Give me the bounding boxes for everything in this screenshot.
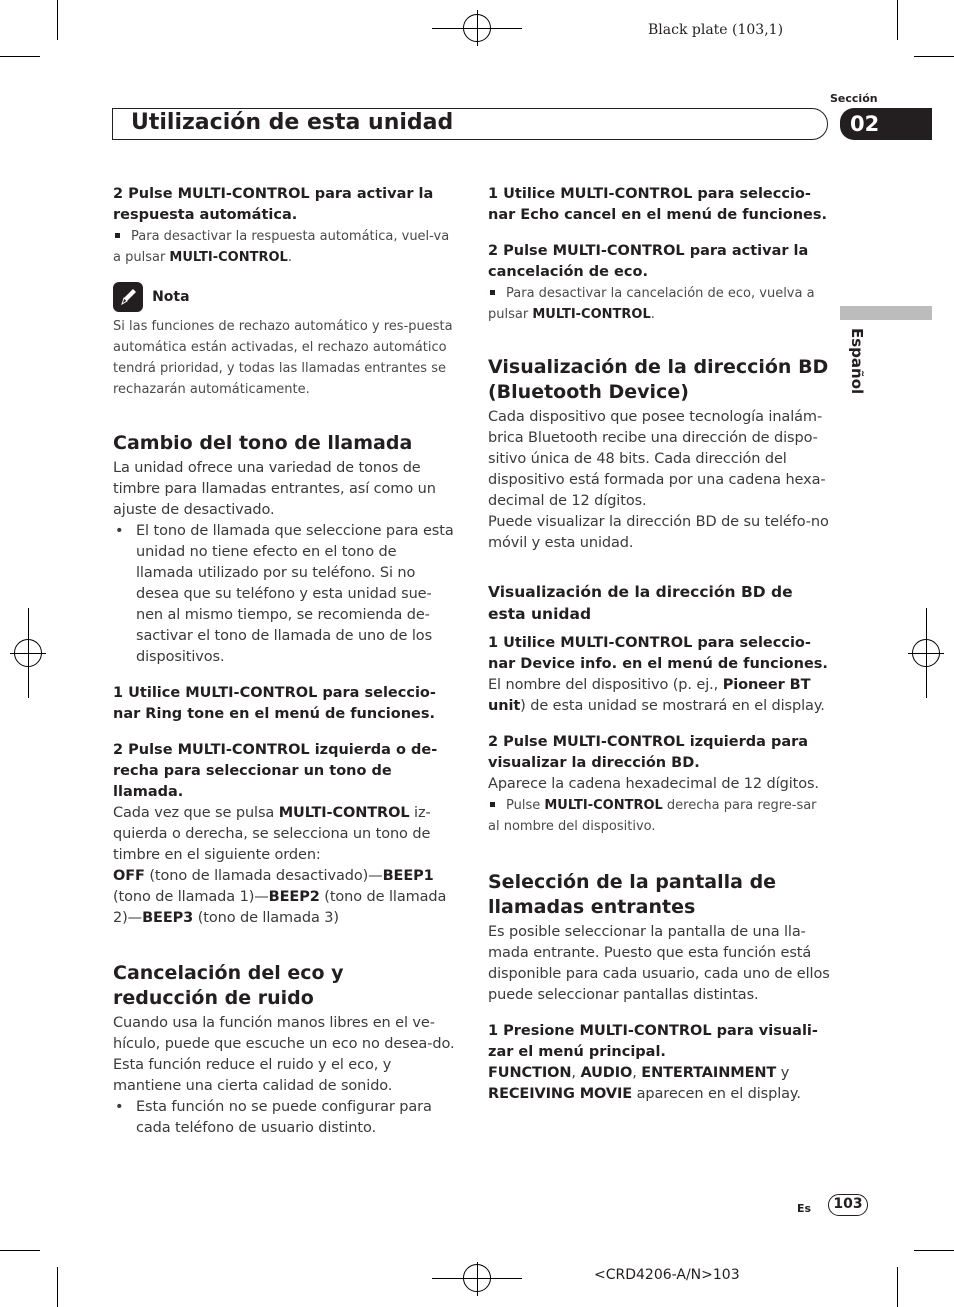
section-label: Sección — [830, 92, 878, 105]
plate-label: Black plate (103,1) — [648, 22, 784, 38]
square-bullet-icon — [115, 233, 120, 238]
left-column — [113, 184, 455, 1139]
note-header — [113, 282, 455, 312]
paragraph: Puede visualizar la dirección BD de su teléfo-no móvil y esta unidad. — [488, 514, 829, 551]
section-number: 02 — [840, 108, 932, 140]
step-title: 2 Pulse MULTI-CONTROL para activar la respuesta automática. — [113, 186, 434, 223]
bullet-item: • Esta función no se puede configurar para cada teléfono de usuario distinto. — [115, 1099, 432, 1136]
right-column — [488, 184, 830, 1105]
subsection-heading: Visualización de la dirección BD de esta unidad — [488, 583, 793, 623]
language-label: Español — [848, 328, 866, 395]
paragraph: Cuando usa la función manos libres en el ve-hículo, puede que escuche un eco no desea-do. Esta función reduce el ruido y el eco, y mantiene una cierta calidad de sonido. — [113, 1015, 455, 1094]
crop-mark — [897, 0, 898, 40]
section-heading: Visualización de la dirección BD (Bluetooth Device) — [488, 356, 829, 403]
bullet-item: • El tono de llamada que seleccione para esta unidad no tiene efecto en el tono de llamada utilizado por su teléfono. Si no desea que su teléfono y esta unidad sue-nen al mismo tiempo, se recomienda de-sactivar el tono de llamada de uno de los dispositivos. — [115, 523, 454, 665]
crop-mark — [57, 0, 58, 40]
paragraph: Es posible seleccionar la pantalla de una lla-mada entrante. Puesto que esta función está disponible para cada usuario, cada uno de ellos puede seleccionar pantallas distintas. — [488, 924, 830, 1003]
pencil-note-icon — [113, 282, 143, 312]
crop-mark — [0, 1250, 40, 1251]
paragraph: Cada vez que se pulsa MULTI-CONTROL iz-quierda o derecha, se selecciona un tono de timbre en el siguiente orden: — [113, 805, 431, 863]
step-note: Para desactivar la cancelación de eco, vuelva a pulsar MULTI-CONTROL. — [488, 286, 815, 322]
page-number: 103 — [828, 1194, 868, 1216]
crop-mark — [57, 1267, 58, 1307]
step-title: 2 Pulse MULTI-CONTROL para activar la cancelación de eco. — [488, 243, 809, 280]
crop-mark — [897, 1267, 898, 1307]
step-note: Pulse MULTI-CONTROL derecha para regre-sar al nombre del dispositivo. — [488, 798, 817, 834]
note-text: Si las funciones de rechazo automático y res-puesta automática están activadas, el rechazo automático tendrá prioridad, y todas las llamadas entrantes se rechazarán automáticamente. — [113, 319, 453, 397]
crop-mark — [914, 1250, 954, 1251]
crop-mark — [0, 56, 40, 57]
page-title: Utilización de esta unidad — [131, 110, 454, 135]
step-title: 1 Utilice MULTI-CONTROL para seleccio-nar Ring tone en el menú de funciones. — [113, 685, 436, 722]
document-code: <CRD4206-A/N>103 — [594, 1267, 740, 1283]
square-bullet-icon — [490, 290, 495, 295]
step-title: 1 Presione MULTI-CONTROL para visuali-zar el menú principal. — [488, 1023, 818, 1060]
paragraph: El nombre del dispositivo (p. ej., Pioneer BT unit) de esta unidad se mostrará en el display. — [488, 677, 825, 714]
square-bullet-icon — [490, 802, 495, 807]
step-title: 1 Utilice MULTI-CONTROL para seleccio-nar Echo cancel en el menú de funciones. — [488, 186, 828, 223]
language-code: Es — [797, 1202, 812, 1215]
step-note: Para desactivar la respuesta automática, vuel-va a pulsar MULTI-CONTROL. — [113, 229, 450, 265]
crop-mark — [914, 56, 954, 57]
paragraph: La unidad ofrece una variedad de tonos de timbre para llamadas entrantes, así como un ajuste de desactivado. — [113, 460, 436, 518]
section-heading: Cancelación del eco y reducción de ruido — [113, 962, 344, 1009]
paragraph: Cada dispositivo que posee tecnología inalám-brica Bluetooth recibe una dirección de dispo-sitivo única de 48 bits. Cada dirección del dispositivo está formada por una cadena hexa-decimal de 12 dígitos. — [488, 409, 826, 509]
section-heading: Selección de la pantalla de llamadas entrantes — [488, 871, 777, 918]
menu-list: FUNCTION, AUDIO, ENTERTAINMENT y RECEIVING MOVIE aparecen en el display. — [488, 1065, 801, 1102]
language-tab — [840, 306, 932, 320]
step-title: 1 Utilice MULTI-CONTROL para seleccio-nar Device info. en el menú de funciones. — [488, 635, 828, 672]
note-label: Nota — [152, 289, 190, 305]
section-heading: Cambio del tono de llamada — [113, 432, 413, 454]
ring-order: OFF (tono de llamada desactivado)—BEEP1 (tono de llamada 1)—BEEP2 (tono de llamada 2)—BEEP3 (tono de llamada 3) — [113, 868, 447, 926]
paragraph: Aparece la cadena hexadecimal de 12 dígitos. — [488, 776, 819, 792]
step-title: 2 Pulse MULTI-CONTROL izquierda para visualizar la dirección BD. — [488, 734, 809, 771]
step-title: 2 Pulse MULTI-CONTROL izquierda o de-recha para seleccionar un tono de llamada. — [113, 742, 438, 800]
